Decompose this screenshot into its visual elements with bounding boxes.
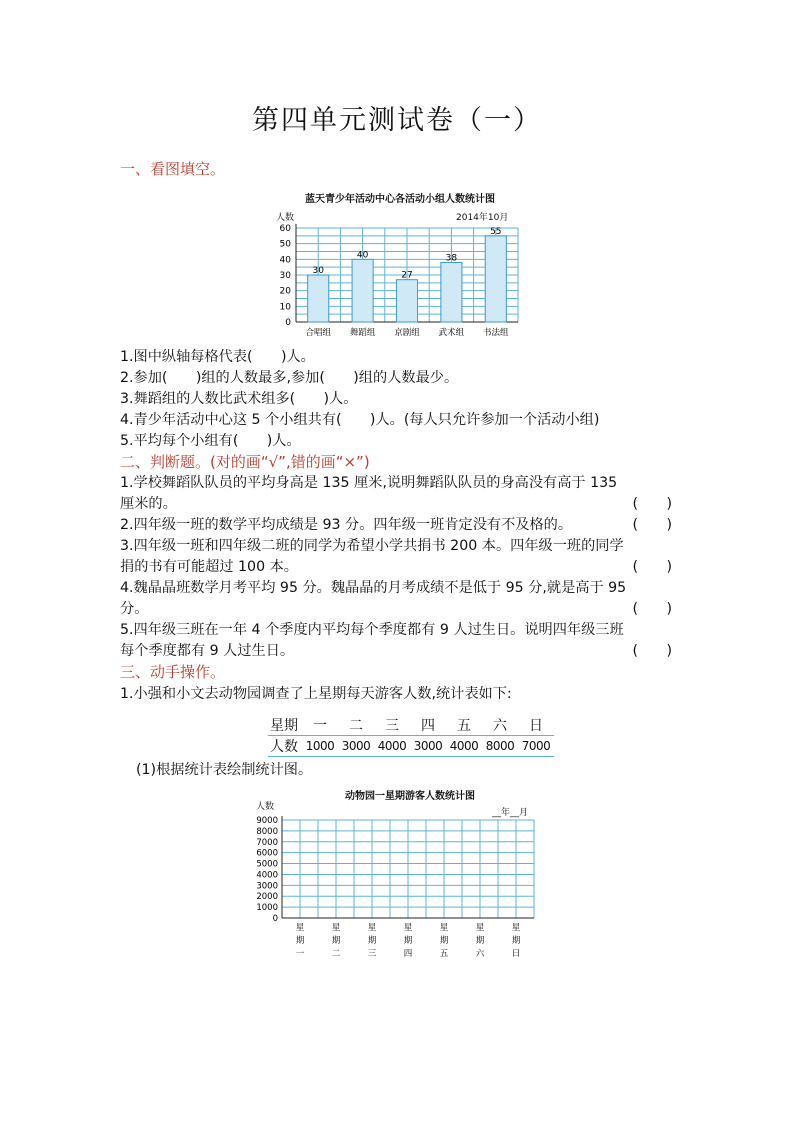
chart1-title: 蓝天青少年活动中心各活动小组人数统计图 (305, 194, 495, 205)
s2-q1-line2: 厘米的。 (120, 496, 177, 512)
y-tick-label: 8000 (256, 826, 278, 837)
x-tick-label: 书法组 (483, 328, 509, 338)
table-cell-count: 4000 (374, 736, 410, 757)
answer-paren-4[interactable]: ( ) (632, 601, 672, 617)
chart2-title: 动物园一星期游客人数统计图 (345, 791, 475, 802)
table-cell-day: 一 (302, 715, 338, 736)
bar (352, 259, 373, 322)
x-tick-label: 星期六 (475, 923, 485, 959)
chart1-plot (270, 222, 530, 340)
y-tick-label: 40 (279, 255, 291, 266)
s2-q4-line1: 4.魏晶晶班数学月考平均 95 分。魏晶晶的月考成绩不是低于 95 分,就是高于 95 (120, 580, 627, 596)
s2-q4-line2: 分。 (120, 601, 149, 617)
y-tick-label: 20 (279, 286, 291, 297)
table-cell-count: 8000 (482, 736, 518, 757)
data-label: 27 (401, 270, 413, 281)
answer-paren-3[interactable]: ( ) (632, 559, 672, 575)
table-cell-day: 四 (410, 715, 446, 736)
chart2-plot[interactable] (250, 814, 550, 962)
x-tick-label: 星期四 (403, 923, 413, 959)
section2-heading: 二、判断题。(对的画“√”,错的画“×”) (120, 453, 370, 471)
table-cell-count: 4000 (446, 736, 482, 757)
data-label: 30 (312, 266, 324, 276)
y-tick-label: 4000 (256, 870, 278, 881)
s2-q3-line1: 3.四年级一班和四年级二班的同学为希望小学共捐书 200 本。四年级一班的同学 (120, 538, 624, 554)
answer-paren-2[interactable]: ( ) (632, 517, 672, 533)
y-tick-label: 1000 (256, 903, 278, 914)
bar (441, 262, 462, 322)
table-head-count: 人数 (268, 736, 302, 757)
table-head-weekday: 星期 (268, 715, 302, 736)
s1-question-3: 3.舞蹈组的人数比武术组多( )人。 (120, 391, 358, 407)
table-cell-day: 三 (374, 715, 410, 736)
table-cell-day: 日 (518, 715, 554, 736)
y-tick-label: 5000 (256, 859, 278, 870)
s2-q1-line1: 1.学校舞蹈队队员的平均身高是 135 厘米,说明舞蹈队队员的身高没有高于 135 (120, 475, 618, 491)
chart2-ylabel: 人数 (256, 802, 275, 812)
table-cell-count: 3000 (410, 736, 446, 757)
visitor-table (268, 715, 554, 757)
x-tick-label: 星期五 (439, 923, 449, 959)
section3-heading: 三、动手操作。 (120, 663, 226, 681)
table-cell-day: 二 (338, 715, 374, 736)
bar (308, 275, 329, 322)
y-tick-label: 0 (272, 914, 278, 924)
y-tick-label: 3000 (256, 881, 278, 892)
data-label: 40 (356, 250, 369, 261)
y-tick-label: 60 (279, 224, 291, 234)
s3-sub-1: (1)根据统计表绘制统计图。 (136, 762, 313, 778)
table-cell-count: 1000 (302, 736, 338, 757)
s1-question-4: 4.青少年活动中心这 5 个小组共有( )人。(每人只允许参加一个活动小组) (120, 412, 600, 428)
s2-q5-line1: 5.四年级三班在一年 4 个季度内平均每个季度都有 9 人过生日。说明四年级三班 (120, 622, 624, 638)
s2-q3-line2: 捐的书有可能超过 100 本。 (120, 559, 298, 575)
x-tick-label: 合唱组 (305, 328, 331, 338)
chart2-date: __年__月 (492, 808, 529, 818)
s2-q2: 2.四年级一班的数学平均成绩是 93 分。四年级一班肯定没有不及格的。 (120, 517, 573, 533)
s1-question-1: 1.图中纵轴每格代表( )人。 (120, 349, 315, 365)
table-cell-count: 3000 (338, 736, 374, 757)
y-tick-label: 7000 (256, 837, 278, 848)
s3-question-1: 1.小强和小文去动物园调查了上星期每天游客人数,统计表如下: (120, 686, 512, 702)
x-tick-label: 舞蹈组 (349, 328, 376, 338)
chart1-date: 2014年10月 (456, 213, 509, 223)
table-row-counts (268, 736, 554, 757)
table-cell-day: 五 (446, 715, 482, 736)
s2-q5-line2: 每个季度都有 9 人过生日。 (120, 643, 295, 659)
x-tick-label: 星期二 (331, 923, 341, 959)
s1-question-5: 5.平均每个小组有( )人。 (120, 433, 301, 449)
y-tick-label: 0 (285, 318, 291, 328)
data-label: 55 (490, 226, 502, 237)
bar (396, 280, 417, 322)
y-tick-label: 2000 (256, 892, 278, 903)
s1-question-2: 2.参加( )组的人数最多,参加( )组的人数最少。 (120, 370, 459, 386)
y-tick-label: 6000 (256, 848, 278, 859)
section1-heading: 一、看图填空。 (120, 160, 226, 178)
page-title: 第四单元测试卷（一） (252, 105, 542, 136)
x-tick-label: 武术组 (438, 328, 465, 338)
y-tick-label: 50 (279, 239, 291, 250)
answer-paren-1[interactable]: ( ) (632, 496, 672, 512)
y-tick-label: 10 (279, 302, 291, 313)
y-tick-label: 9000 (256, 816, 278, 826)
x-tick-label: 京剧组 (394, 328, 420, 338)
table-cell-day: 六 (482, 715, 518, 736)
x-tick-label: 星期日 (511, 923, 521, 959)
chart1-ylabel: 人数 (276, 213, 295, 223)
data-label: 38 (445, 253, 458, 264)
y-tick-label: 30 (279, 271, 291, 281)
x-tick-label: 星期三 (367, 923, 377, 959)
bar (485, 236, 506, 322)
answer-paren-5[interactable]: ( ) (632, 643, 672, 659)
table-row-days (268, 715, 554, 736)
x-tick-label: 星期一 (295, 923, 305, 959)
table-cell-count: 7000 (518, 736, 554, 757)
